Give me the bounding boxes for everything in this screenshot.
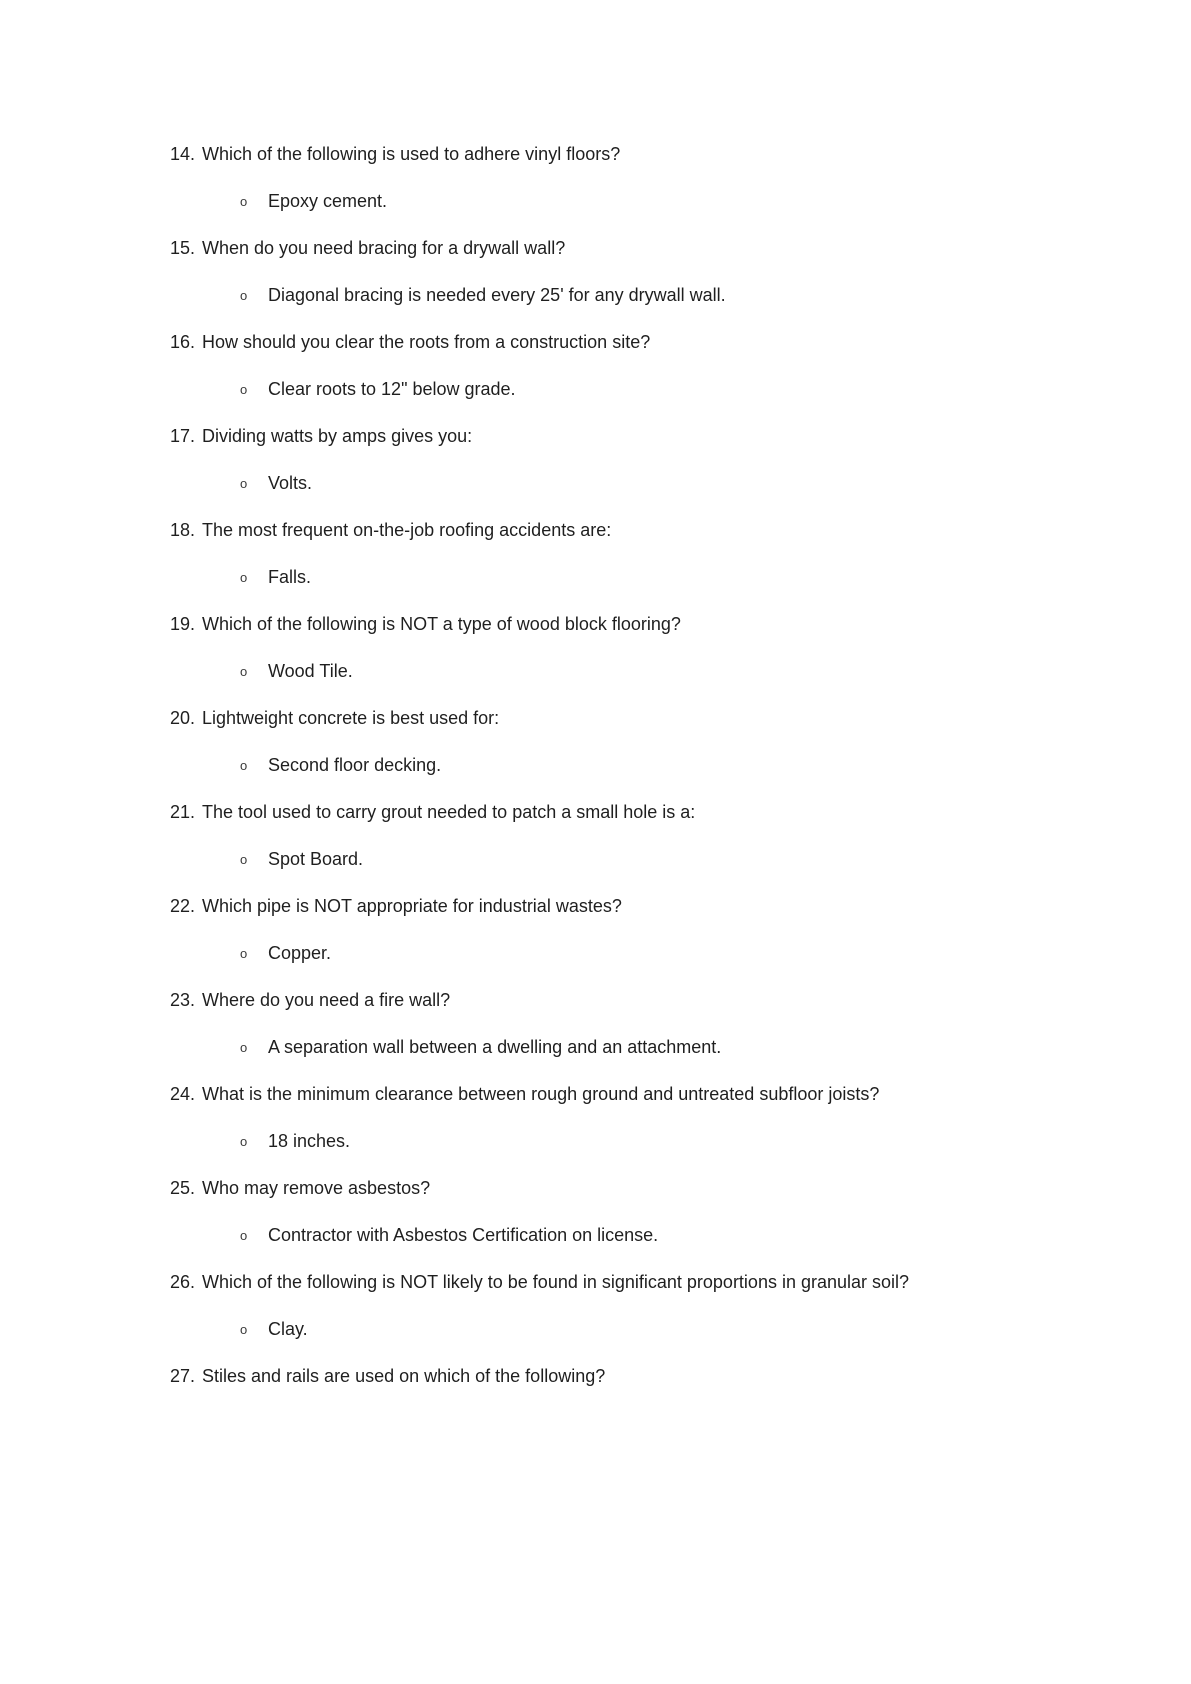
question-item — [170, 232, 953, 312]
question-line — [170, 1360, 953, 1393]
question-item — [170, 138, 953, 218]
circle-bullet-icon: o — [240, 1134, 248, 1149]
question-number: 14. — [170, 144, 196, 164]
question-text: When do you need bracing for a drywall wall? — [202, 238, 566, 258]
answer-text: Diagonal bracing is needed every 25' for any drywall wall. — [268, 285, 726, 305]
answer-line — [240, 1219, 953, 1252]
question-item — [170, 420, 953, 500]
answer-line — [240, 655, 953, 688]
question-number: 20. — [170, 708, 196, 728]
circle-bullet-icon: o — [240, 194, 248, 209]
circle-bullet-icon: o — [240, 288, 248, 303]
question-item — [170, 796, 953, 876]
answer-text: Falls. — [268, 567, 312, 587]
question-text: The tool used to carry grout needed to patch a small hole is a: — [202, 802, 696, 822]
question-line — [170, 1078, 953, 1111]
circle-bullet-icon: o — [240, 476, 248, 491]
question-item — [170, 1078, 953, 1158]
question-item — [170, 702, 953, 782]
circle-bullet-icon: o — [240, 946, 248, 961]
question-line — [170, 796, 953, 829]
question-answer-list — [170, 138, 953, 1393]
question-line — [170, 984, 953, 1017]
question-line — [170, 702, 953, 735]
question-text: Dividing watts by amps gives you: — [202, 426, 473, 446]
question-number: 23. — [170, 990, 196, 1010]
question-number: 27. — [170, 1366, 196, 1386]
question-item — [170, 1360, 953, 1393]
question-number: 18. — [170, 520, 196, 540]
question-item — [170, 326, 953, 406]
question-text: What is the minimum clearance between rough ground and untreated subfloor joists? — [202, 1084, 880, 1104]
question-number: 19. — [170, 614, 196, 634]
answer-line — [240, 467, 953, 500]
question-text: Stiles and rails are used on which of the following? — [202, 1366, 606, 1386]
answer-line — [240, 1313, 953, 1346]
question-line — [170, 514, 953, 547]
answer-line — [240, 1031, 953, 1064]
circle-bullet-icon: o — [240, 382, 248, 397]
question-item — [170, 514, 953, 594]
question-item — [170, 1266, 953, 1346]
question-line — [170, 326, 953, 359]
answer-line — [240, 843, 953, 876]
question-number: 21. — [170, 802, 196, 822]
circle-bullet-icon: o — [240, 664, 248, 679]
question-text: Which of the following is NOT likely to be found in significant proportions in granular soil? — [202, 1272, 910, 1292]
question-line — [170, 608, 953, 641]
question-line — [170, 138, 953, 171]
answer-line — [240, 279, 953, 312]
question-number: 26. — [170, 1272, 196, 1292]
question-number: 17. — [170, 426, 196, 446]
circle-bullet-icon: o — [240, 1228, 248, 1243]
question-text: The most frequent on-the-job roofing accidents are: — [202, 520, 612, 540]
answer-text: Contractor with Asbestos Certification on license. — [268, 1225, 659, 1245]
circle-bullet-icon: o — [240, 570, 248, 585]
answer-text: Epoxy cement. — [268, 191, 388, 211]
question-line — [170, 1266, 953, 1299]
question-number: 24. — [170, 1084, 196, 1104]
answer-line — [240, 749, 953, 782]
answer-text: Clay. — [268, 1319, 308, 1339]
circle-bullet-icon: o — [240, 758, 248, 773]
question-number: 22. — [170, 896, 196, 916]
question-item — [170, 1172, 953, 1252]
answer-line — [240, 1125, 953, 1158]
question-item — [170, 608, 953, 688]
answer-line — [240, 937, 953, 970]
question-line — [170, 890, 953, 923]
question-text: Which of the following is used to adhere vinyl floors? — [202, 144, 621, 164]
answer-line — [240, 185, 953, 218]
question-item — [170, 890, 953, 970]
circle-bullet-icon: o — [240, 1322, 248, 1337]
question-item — [170, 984, 953, 1064]
answer-text: Second floor decking. — [268, 755, 442, 775]
question-text: Which pipe is NOT appropriate for industrial wastes? — [202, 896, 622, 916]
answer-text: A separation wall between a dwelling and an attachment. — [268, 1037, 722, 1057]
answer-text: Wood Tile. — [268, 661, 353, 681]
answer-text: Clear roots to 12" below grade. — [268, 379, 516, 399]
question-text: Which of the following is NOT a type of wood block flooring? — [202, 614, 681, 634]
question-text: How should you clear the roots from a construction site? — [202, 332, 651, 352]
answer-line — [240, 561, 953, 594]
circle-bullet-icon: o — [240, 1040, 248, 1055]
question-number: 16. — [170, 332, 196, 352]
answer-text: 18 inches. — [268, 1131, 351, 1151]
circle-bullet-icon: o — [240, 852, 248, 867]
answer-text: Volts. — [268, 473, 313, 493]
question-line — [170, 232, 953, 265]
question-number: 15. — [170, 238, 196, 258]
answer-line — [240, 373, 953, 406]
question-line — [170, 1172, 953, 1205]
question-text: Where do you need a fire wall? — [202, 990, 451, 1010]
answer-text: Copper. — [268, 943, 332, 963]
question-number: 25. — [170, 1178, 196, 1198]
answer-text: Spot Board. — [268, 849, 364, 869]
question-text: Who may remove asbestos? — [202, 1178, 431, 1198]
question-line — [170, 420, 953, 453]
question-text: Lightweight concrete is best used for: — [202, 708, 500, 728]
